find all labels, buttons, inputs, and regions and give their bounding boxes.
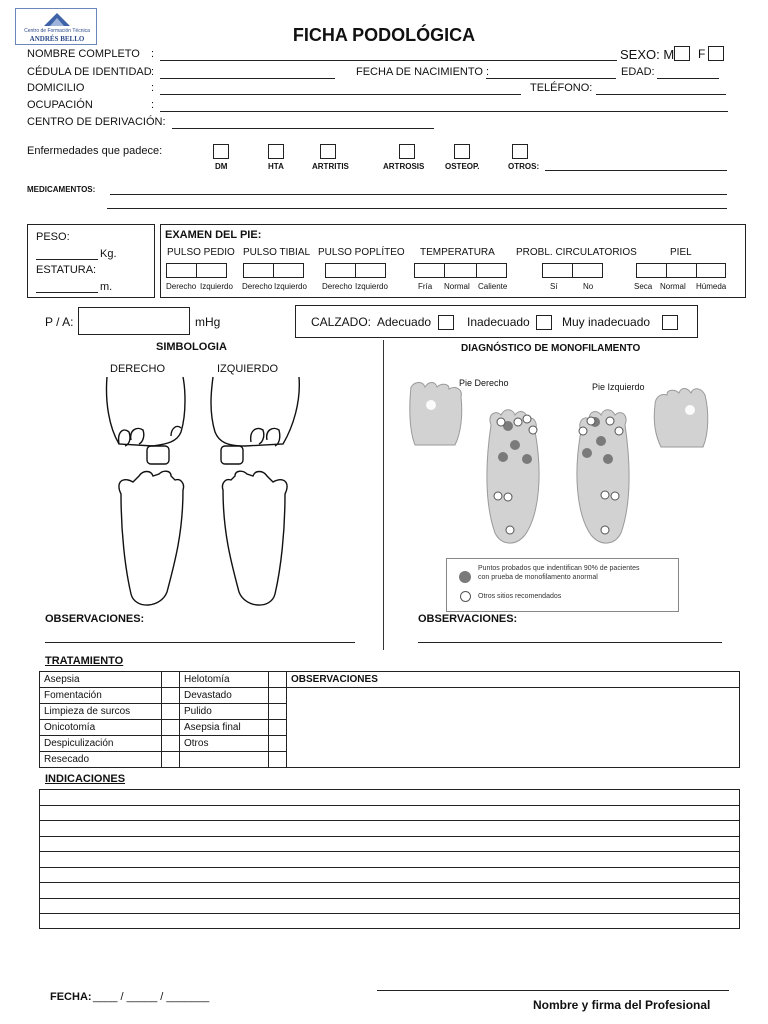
- tibial-der-label: Derecho: [242, 282, 273, 291]
- pulso-pedio-izq-cell[interactable]: [196, 263, 227, 278]
- firma-label: Nombre y firma del Profesional: [533, 998, 711, 1012]
- legend-text-2: Otros sitios recomendados: [478, 593, 562, 600]
- otros-checkbox[interactable]: [512, 144, 528, 159]
- pedio-izq-label: Izquierdo: [200, 282, 233, 291]
- fria-label: Fría: [418, 282, 433, 291]
- fecha-label: FECHA:: [50, 991, 92, 1003]
- otros-field[interactable]: [545, 170, 727, 171]
- domicilio-field[interactable]: [160, 94, 521, 95]
- observaciones-left-label: OBSERVACIONES:: [45, 613, 145, 625]
- no-label: No: [583, 282, 594, 291]
- temp-normal-cell[interactable]: [444, 263, 477, 278]
- center-divider: [383, 340, 384, 650]
- medicamentos-label: MEDICAMENTOS:: [27, 185, 96, 194]
- muy-inadecuado-label: Muy inadecuado: [562, 315, 651, 329]
- nombre-field[interactable]: [160, 60, 617, 61]
- derivacion-field[interactable]: [172, 128, 434, 129]
- trat-item: Asepsia final: [180, 720, 269, 736]
- telefono-label: TELÉFONO:: [530, 82, 593, 94]
- calzado-label: CALZADO:: [311, 315, 372, 329]
- trat-item: [180, 752, 269, 768]
- trat-item: Onicotomía: [40, 720, 162, 736]
- trat-item: Devastado: [180, 688, 269, 704]
- trat-check[interactable]: [162, 736, 180, 752]
- artritis-checkbox[interactable]: [320, 144, 336, 159]
- legend-text-1b: con prueba de monofilamento anormal: [478, 574, 598, 581]
- nacimiento-field[interactable]: [486, 78, 616, 79]
- domicilio-colon: :: [151, 82, 155, 94]
- pulso-popliteo-header: PULSO POPLÍTEO: [318, 247, 405, 258]
- simbologia-title: SIMBOLOGIA: [156, 341, 227, 353]
- trat-check[interactable]: [269, 752, 287, 768]
- trat-item: Resecado: [40, 752, 162, 768]
- temperatura-header: TEMPERATURA: [420, 247, 495, 258]
- adecuado-checkbox[interactable]: [438, 315, 454, 330]
- pulso-tibial-header: PULSO TIBIAL: [243, 247, 311, 258]
- trat-check[interactable]: [162, 752, 180, 768]
- piel-humeda-cell[interactable]: [696, 263, 726, 278]
- nombre-colon: :: [151, 48, 155, 60]
- edad-label: EDAD:: [621, 66, 655, 78]
- trat-obs-header: OBSERVACIONES: [287, 672, 740, 688]
- indicaciones-line: [40, 851, 739, 852]
- sexo-label: SEXO: M: [620, 47, 675, 62]
- popliteo-izq-label: Izquierdo: [355, 282, 388, 291]
- observaciones-right-label: OBSERVACIONES:: [418, 613, 518, 625]
- pulso-tibial-der-cell[interactable]: [243, 263, 274, 278]
- muy-inadecuado-checkbox[interactable]: [662, 315, 678, 330]
- probl-no-cell[interactable]: [572, 263, 603, 278]
- artritis-label: ARTRITIS: [312, 162, 349, 171]
- hta-checkbox[interactable]: [268, 144, 284, 159]
- caliente-label: Caliente: [478, 282, 508, 291]
- trat-check[interactable]: [269, 688, 287, 704]
- piel-header: PIEL: [670, 247, 692, 258]
- observaciones-right-field[interactable]: [418, 642, 722, 643]
- pulso-pedio-der-cell[interactable]: [166, 263, 197, 278]
- indicaciones-title: INDICACIONES: [45, 773, 126, 785]
- temp-fria-cell[interactable]: [414, 263, 445, 278]
- peso-field[interactable]: [36, 259, 98, 260]
- pa-unit: mHg: [195, 315, 221, 329]
- dm-checkbox[interactable]: [213, 144, 229, 159]
- trat-item: Asepsia: [40, 672, 162, 688]
- pulso-pedio-header: PULSO PEDIO: [167, 247, 235, 258]
- trat-item: Otros: [180, 736, 269, 752]
- normal-temp-label: Normal: [444, 282, 470, 291]
- derecho-label: DERECHO: [110, 363, 166, 375]
- trat-check[interactable]: [269, 720, 287, 736]
- nombre-label: NOMBRE COMPLETO: [27, 48, 140, 60]
- seca-label: Seca: [634, 282, 653, 291]
- trat-check[interactable]: [162, 672, 180, 688]
- derivacion-label: CENTRO DE DERIVACIÓN:: [27, 116, 166, 128]
- firma-line[interactable]: [377, 990, 729, 991]
- examen-title: EXAMEN DEL PIE:: [165, 229, 262, 241]
- inadecuado-checkbox[interactable]: [536, 315, 552, 330]
- trat-obs-field[interactable]: [287, 688, 740, 768]
- humeda-label: Húmeda: [696, 282, 727, 291]
- monofilament-diagram: [405, 375, 715, 550]
- pa-input[interactable]: [78, 307, 190, 335]
- estatura-field[interactable]: [36, 292, 98, 293]
- indicaciones-line: [40, 913, 739, 914]
- cedula-colon: :: [151, 66, 155, 78]
- legend-text-1a: Puntos probados que indentifican 90% de pacientes: [478, 565, 640, 572]
- ocupacion-label: OCUPACIÓN: [27, 99, 93, 111]
- trat-check[interactable]: [162, 704, 180, 720]
- m-label: m.: [100, 281, 113, 293]
- indicaciones-line: [40, 820, 739, 821]
- hta-label: HTA: [268, 162, 284, 171]
- monofilamento-title: DIAGNÓSTICO DE MONOFILAMENTO: [461, 343, 641, 354]
- dm-label: DM: [215, 162, 228, 171]
- estatura-label: ESTATURA:: [36, 264, 97, 276]
- tratamiento-title: TRATAMIENTO: [45, 655, 124, 667]
- sexo-f-label: F: [698, 47, 706, 61]
- artrosis-checkbox[interactable]: [399, 144, 415, 159]
- izquierdo-label: IZQUIERDO: [217, 363, 279, 375]
- page-title: FICHA PODOLÓGICA: [292, 25, 476, 45]
- osteop-label: OSTEOP.: [445, 162, 480, 171]
- indicaciones-box[interactable]: [39, 789, 740, 929]
- trat-item: Pulido: [180, 704, 269, 720]
- pulso-popliteo-izq-cell[interactable]: [355, 263, 386, 278]
- logo-line2: ANDRÉS BELLO: [29, 35, 85, 43]
- tibial-izq-label: Izquierdo: [274, 282, 307, 291]
- trat-check[interactable]: [269, 672, 287, 688]
- indicaciones-line: [40, 805, 739, 806]
- normal-piel-label: Normal: [660, 282, 686, 291]
- pulso-popliteo-der-cell[interactable]: [325, 263, 356, 278]
- piel-normal-cell[interactable]: [666, 263, 697, 278]
- pie-izquierdo-label: Pie Izquierdo: [592, 382, 645, 392]
- pa-label: P / A:: [45, 315, 74, 329]
- telefono-field[interactable]: [596, 94, 726, 95]
- temp-caliente-cell[interactable]: [476, 263, 507, 278]
- enfermedades-label: Enfermedades que padece:: [27, 145, 163, 157]
- medicamentos-field-2[interactable]: [107, 208, 727, 209]
- legend-filled-dot-icon: [459, 571, 471, 583]
- indicaciones-line: [40, 898, 739, 899]
- adecuado-label: Adecuado: [377, 315, 432, 329]
- pedio-der-label: Derecho: [166, 282, 197, 291]
- peso-label: PESO:: [36, 231, 70, 243]
- sexo-f-checkbox[interactable]: [708, 46, 724, 61]
- nacimiento-label: FECHA DE NACIMIENTO :: [356, 66, 490, 78]
- logo-line1: Centro de Formación Técnica: [24, 28, 90, 34]
- legend-empty-dot-icon: [460, 591, 471, 602]
- domicilio-label: DOMICILIO: [27, 82, 85, 94]
- si-label: Sí: [550, 282, 558, 291]
- cedula-field[interactable]: [160, 78, 335, 79]
- inadecuado-label: Inadecuado: [467, 315, 530, 329]
- pulso-tibial-izq-cell[interactable]: [273, 263, 304, 278]
- pie-derecho-label: Pie Derecho: [459, 378, 509, 388]
- observaciones-left-field[interactable]: [45, 642, 355, 643]
- trat-item: Limpieza de surcos: [40, 704, 162, 720]
- kg-label: Kg.: [100, 248, 117, 260]
- indicaciones-line: [40, 836, 739, 837]
- trat-check[interactable]: [269, 704, 287, 720]
- cedula-label: CÉDULA DE IDENTIDAD: [27, 66, 152, 78]
- trat-item: Fomentación: [40, 688, 162, 704]
- probl-si-cell[interactable]: [542, 263, 573, 278]
- probl-header: PROBL. CIRCULATORIOS: [516, 247, 637, 258]
- indicaciones-line: [40, 882, 739, 883]
- sexo-m-checkbox[interactable]: [674, 46, 690, 61]
- artrosis-label: ARTROSIS: [383, 162, 425, 171]
- tratamiento-table: [39, 671, 740, 768]
- indicaciones-line: [40, 867, 739, 868]
- trat-check[interactable]: [269, 736, 287, 752]
- fecha-field[interactable]: ____ / _____ / _______: [93, 991, 210, 1003]
- osteop-checkbox[interactable]: [454, 144, 470, 159]
- ocupacion-field[interactable]: [160, 111, 728, 112]
- ocupacion-colon: :: [151, 99, 155, 111]
- trat-check[interactable]: [162, 688, 180, 704]
- edad-field[interactable]: [657, 78, 719, 79]
- otros-label: OTROS:: [508, 162, 540, 171]
- medicamentos-field-1[interactable]: [110, 194, 727, 195]
- popliteo-der-label: Derecho: [322, 282, 353, 291]
- trat-check[interactable]: [162, 720, 180, 736]
- trat-item: Despiculización: [40, 736, 162, 752]
- trat-item: Helotomía: [180, 672, 269, 688]
- foot-symbology-drawing: [95, 372, 310, 612]
- piel-seca-cell[interactable]: [636, 263, 667, 278]
